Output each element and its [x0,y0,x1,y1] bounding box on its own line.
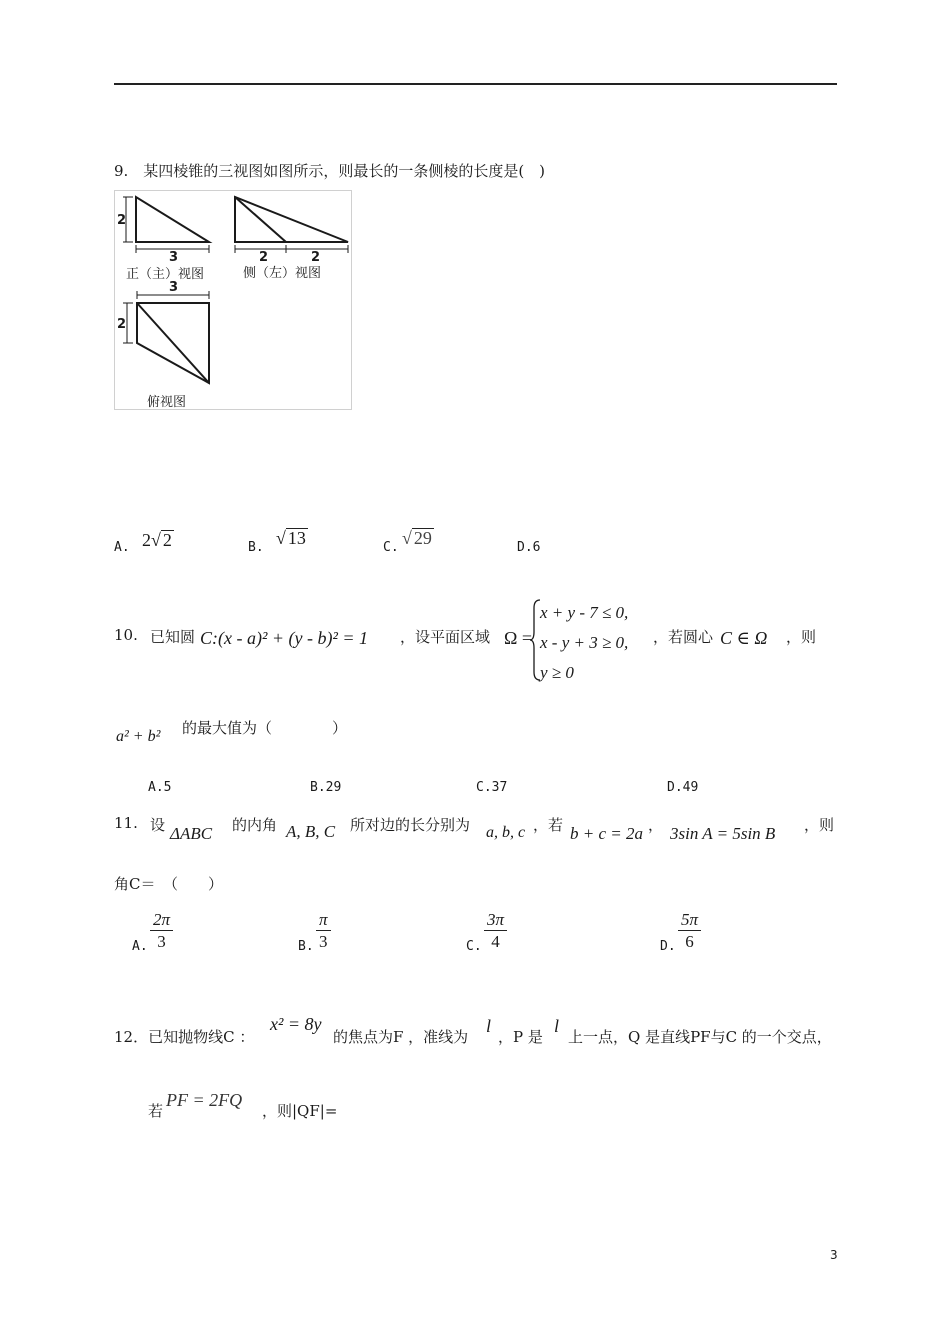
q10-option-c: C.37 [476,780,508,795]
q11-option-b-numerator: π [316,910,331,931]
q9-option-c-value [402,528,434,549]
top-view-caption: 俯视图 [147,395,187,409]
q11-sides: a, b, c [486,824,526,841]
q10-option-a: A.5 [148,780,172,795]
q9-option-a-coef: 2 [142,530,151,550]
inequality-1: x + y - 7 ≤ 0, [540,603,629,622]
q11-line-2: 角C＝ （ ） [114,875,223,893]
sqrt-symbol: √ [276,528,286,548]
q10-expression: a² + b² [116,728,161,745]
q11-text-3: 所对边的长分别为 [350,816,471,834]
q12-text-1: 12．已知抛物线C ： [114,1028,255,1046]
q9-option-b-label: B. [248,540,264,555]
q11-option-a-label: A. [132,939,148,954]
front-height-label: 2 [117,213,127,228]
q10-option-d: D.49 [667,780,699,795]
q10-text-2: ，设平面区域 [400,628,491,646]
q11-option-b-denominator: 3 [319,932,328,951]
q11-option-d-denominator: 6 [685,932,694,951]
q10-circle-equation: C:(x - a)² + (y - b)² = 1 [200,628,369,648]
q11-option-d-label: D. [660,939,676,954]
q11-option-a-fraction [150,910,173,953]
q9-stem: 9. 某四棱锥的三视图如图所示，则最长的一条侧棱的长度是( ) [114,162,546,180]
three-view-drawing [115,191,351,409]
front-view-caption: 正（主）视图 [126,267,205,282]
q11-number: 11. [114,814,138,832]
q10-condition: C ∈ Ω [720,628,768,648]
sqrt-symbol: √ [151,530,161,550]
q9-option-a-value [142,530,174,551]
q11-angles: A, B, C [286,822,336,841]
q12-line-2-suffix: ，则|QF|= [262,1102,338,1120]
q11-option-c-fraction [484,910,507,953]
q9-option-a-radicand: 2 [162,530,172,550]
q9-option-d: D.6 [517,540,541,555]
q9-option-c-label: C. [383,540,399,555]
q12-text-4: 上一点，Q 是直线PF与C 的一个交点， [568,1028,832,1046]
q11-text-2: 的内角 [232,816,278,834]
q11-condition-1: b + c = 2a [570,824,643,843]
side-right-label: 2 [311,250,321,265]
side-view-caption: 侧（左）视图 [243,266,322,281]
q11-text-5: ，则 [804,816,835,834]
top-width-label: 3 [169,280,179,295]
q11-option-d-fraction [678,910,701,953]
q11-option-b-label: B. [298,939,314,954]
q12-text-3: ，P 是 [498,1028,543,1046]
q11-option-c-numerator: 3π [484,910,507,931]
q9-option-a-label: A. [114,540,130,555]
q11-option-c-label: C. [466,939,482,954]
q11-separator: ， [648,816,664,834]
q9-option-b-radicand: 13 [287,528,306,548]
inequality-3: y ≥ 0 [540,663,574,682]
q11-text-4: ，若 [533,816,564,834]
three-view-figure [114,190,352,410]
q12-directrix-1: l [486,1016,492,1036]
q11-option-b-fraction [316,910,331,953]
q11-option-a-denominator: 3 [157,932,166,951]
q12-condition: PF = 2FQ [166,1090,243,1110]
q11-option-d-numerator: 5π [678,910,701,931]
q10-text-3: ，若圆心 [653,628,714,646]
q9-option-b-value [276,528,308,549]
front-width-label: 3 [169,250,179,265]
q10-omega: Ω = [504,628,533,648]
q11-option-c-denominator: 4 [491,932,500,951]
sqrt-symbol: √ [402,528,412,548]
inequality-2: x - y + 3 ≥ 0, [540,633,629,652]
q12-text-2: 的焦点为F ，准线为 [333,1028,469,1046]
q12-parabola: x² = 8y [270,1014,322,1034]
q10-number: 10. [114,626,138,644]
q11-condition-2: 3sin A = 5sin B [670,824,776,843]
q12-directrix-2: l [554,1016,560,1036]
q12-line-2-prefix: 若 [148,1102,164,1120]
q9-option-c-radicand: 29 [413,528,432,548]
q10-text-1: 已知圆 [150,628,196,646]
q10-text-4: ，则 [786,628,817,646]
q11-text-1: 设 [150,816,166,834]
side-left-label: 2 [259,250,269,265]
q10-text-5: 的最大值为（ ） [182,719,348,737]
q10-option-b: B.29 [310,780,342,795]
top-height-label: 2 [117,317,127,332]
page-number: 3 [830,1248,838,1262]
q11-triangle: ΔABC [170,824,213,843]
inequality-system [540,598,628,688]
header-rule [114,83,837,85]
q11-option-a-numerator: 2π [150,910,173,931]
